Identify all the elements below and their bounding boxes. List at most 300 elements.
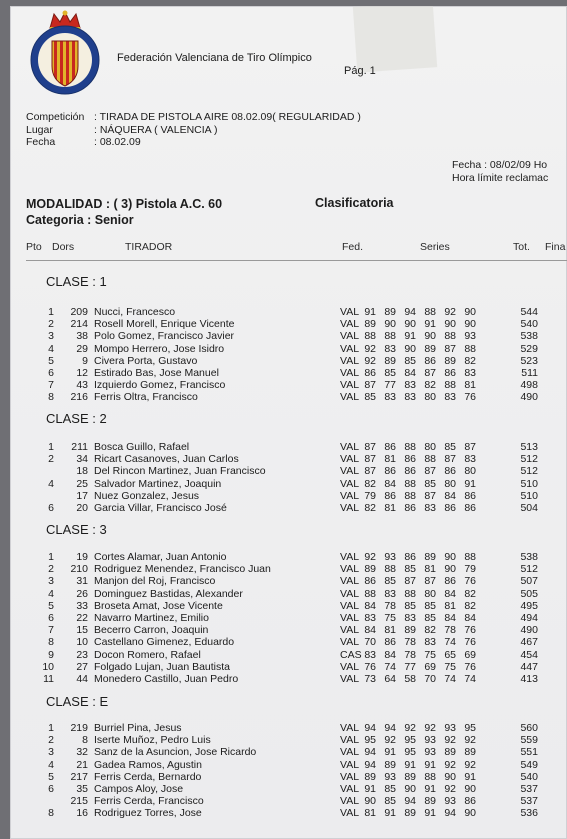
table-row bbox=[26, 624, 566, 636]
row-series-score: 78 bbox=[384, 599, 396, 612]
row-series-score: 90 bbox=[364, 795, 376, 808]
row-total: 537 bbox=[520, 783, 538, 795]
table-row bbox=[26, 636, 566, 648]
row-federation: VAL bbox=[340, 783, 360, 795]
col-fed: Fed. bbox=[342, 241, 364, 253]
row-federation: VAL bbox=[340, 477, 360, 490]
row-series-score: 91 bbox=[404, 758, 416, 771]
row-series-score: 90 bbox=[444, 551, 456, 563]
row-series-score: 83 bbox=[364, 612, 376, 624]
row-series-score: 87 bbox=[424, 489, 436, 502]
row-series-score: 88 bbox=[424, 770, 436, 783]
row-position: 6 bbox=[48, 502, 54, 514]
row-series-score: 78 bbox=[404, 636, 416, 649]
row-series-score: 93 bbox=[464, 330, 476, 343]
row-position: 7 bbox=[48, 624, 54, 637]
row-series-score: 88 bbox=[404, 477, 416, 490]
row-series-score: 95 bbox=[404, 746, 416, 759]
row-federation: VAL bbox=[340, 624, 360, 637]
row-shooter: Rosell Morell, Enrique Vicente bbox=[94, 318, 235, 331]
row-position: 11 bbox=[43, 673, 54, 685]
row-series-score: 86 bbox=[444, 575, 456, 588]
row-series-score: 74 bbox=[444, 636, 456, 649]
row-series-score: 91 bbox=[424, 318, 436, 331]
row-federation: VAL bbox=[340, 489, 360, 502]
row-series-score: 91 bbox=[424, 758, 436, 771]
row-series-score: 87 bbox=[364, 453, 376, 466]
row-series-score: 90 bbox=[404, 318, 416, 331]
row-bib: 26 bbox=[76, 587, 88, 600]
row-total: 447 bbox=[520, 660, 538, 673]
row-federation: VAL bbox=[340, 673, 360, 685]
row-series-score: 86 bbox=[444, 367, 456, 379]
row-shooter: Polo Gomez, Francisco Javier bbox=[94, 330, 235, 343]
row-series-score: 87 bbox=[444, 342, 456, 355]
row-series-score: 83 bbox=[384, 391, 396, 404]
row-shooter: Nuez Gonzalez, Jesus bbox=[94, 489, 200, 502]
row-total: 504 bbox=[520, 502, 538, 514]
row-shooter: Docon Romero, Rafael bbox=[94, 648, 201, 661]
row-series-score: 94 bbox=[444, 807, 456, 820]
table-row bbox=[26, 661, 566, 673]
row-series-score: 88 bbox=[464, 342, 476, 355]
row-series-score: 77 bbox=[384, 379, 396, 392]
row-bib: 44 bbox=[76, 673, 88, 685]
table-row bbox=[26, 478, 566, 490]
row-series-score: 84 bbox=[384, 648, 396, 661]
row-series-score: 88 bbox=[384, 330, 396, 343]
row-federation: VAL bbox=[340, 807, 360, 820]
row-series-score: 83 bbox=[464, 453, 476, 466]
row-bib: 10 bbox=[76, 636, 88, 649]
row-series-score: 93 bbox=[424, 746, 436, 759]
table-row bbox=[26, 453, 566, 465]
col-final: Fina bbox=[545, 241, 566, 253]
row-series-score: 83 bbox=[384, 342, 396, 355]
row-bib: 35 bbox=[76, 783, 88, 795]
table-row bbox=[26, 306, 566, 318]
row-series-score: 89 bbox=[384, 306, 396, 318]
row-series-score: 81 bbox=[464, 379, 476, 392]
row-series-score: 89 bbox=[364, 770, 376, 783]
row-series-score: 86 bbox=[464, 489, 476, 502]
row-shooter: Monedero Castillo, Juan Pedro bbox=[94, 673, 239, 685]
row-bib: 219 bbox=[70, 722, 88, 734]
row-total: 537 bbox=[520, 795, 538, 808]
row-series-score: 92 bbox=[384, 734, 396, 747]
row-series-score: 95 bbox=[404, 734, 416, 747]
row-position: 3 bbox=[48, 746, 54, 759]
row-total: 510 bbox=[520, 489, 538, 502]
row-shooter: Civera Porta, Gustavo bbox=[94, 354, 198, 367]
row-position: 9 bbox=[48, 648, 54, 661]
row-series-score: 76 bbox=[464, 624, 476, 637]
row-position: 5 bbox=[48, 354, 54, 367]
row-total: 523 bbox=[520, 354, 538, 367]
table-row bbox=[26, 795, 566, 807]
row-series-score: 86 bbox=[404, 453, 416, 466]
modality-block bbox=[26, 196, 222, 228]
category: Categoria : Senior bbox=[26, 213, 134, 227]
row-federation: VAL bbox=[340, 453, 360, 466]
row-series-score: 86 bbox=[384, 489, 396, 502]
row-shooter: Ferris Cerda, Bernardo bbox=[94, 770, 202, 783]
col-pto: Pto bbox=[26, 241, 42, 253]
row-series-score: 82 bbox=[424, 379, 436, 392]
row-bib: 31 bbox=[76, 575, 88, 588]
table-row bbox=[26, 318, 566, 330]
row-series-score: 86 bbox=[404, 465, 416, 478]
row-series-score: 83 bbox=[384, 587, 396, 600]
row-total: 512 bbox=[520, 563, 538, 576]
row-series-score: 93 bbox=[384, 770, 396, 783]
row-shooter: Ferris Cerda, Francisco bbox=[94, 795, 204, 808]
table-row bbox=[26, 379, 566, 391]
row-federation: VAL bbox=[340, 342, 360, 355]
col-tirador: TIRADOR bbox=[125, 241, 173, 253]
row-shooter: Broseta Amat, Jose Vicente bbox=[94, 599, 223, 612]
row-shooter: Sanz de la Asuncion, Jose Ricardo bbox=[94, 746, 257, 759]
row-bib: 209 bbox=[70, 306, 88, 318]
class-title: CLASE : 2 bbox=[46, 411, 107, 426]
place-label: Lugar bbox=[26, 124, 53, 136]
row-total: 498 bbox=[520, 379, 538, 392]
row-position: 1 bbox=[48, 722, 54, 734]
row-position: 1 bbox=[48, 441, 54, 453]
row-shooter: Castellano Gimenez, Eduardo bbox=[94, 636, 235, 649]
row-position: 4 bbox=[48, 587, 54, 600]
header-divider bbox=[26, 260, 567, 261]
row-series-score: 74 bbox=[384, 660, 396, 673]
row-shooter: Izquierdo Gomez, Francisco bbox=[94, 379, 226, 392]
row-series-score: 81 bbox=[424, 563, 436, 576]
row-series-score: 83 bbox=[464, 367, 476, 379]
row-series-score: 86 bbox=[424, 354, 436, 367]
row-series-score: 91 bbox=[424, 783, 436, 795]
row-series-score: 69 bbox=[464, 648, 476, 661]
row-bib: 217 bbox=[70, 770, 88, 783]
row-series-score: 92 bbox=[464, 758, 476, 771]
row-series-score: 86 bbox=[364, 367, 376, 379]
row-position: 4 bbox=[48, 342, 54, 355]
row-federation: VAL bbox=[340, 367, 360, 379]
row-position: 1 bbox=[48, 551, 54, 563]
row-series-score: 86 bbox=[404, 551, 416, 563]
row-shooter: Rodriguez Torres, Jose bbox=[94, 807, 202, 820]
row-federation: VAL bbox=[340, 330, 360, 343]
row-federation: VAL bbox=[340, 465, 360, 478]
row-shooter: Rodriguez Menendez, Francisco Juan bbox=[94, 563, 271, 576]
row-series-score: 76 bbox=[464, 636, 476, 649]
row-series-score: 74 bbox=[464, 673, 476, 685]
row-series-score: 85 bbox=[424, 612, 436, 624]
col-dors: Dors bbox=[52, 241, 75, 253]
table-row bbox=[26, 612, 566, 624]
row-series-score: 89 bbox=[424, 342, 436, 355]
row-series-score: 85 bbox=[384, 795, 396, 808]
row-federation: VAL bbox=[340, 612, 360, 624]
row-series-score: 74 bbox=[444, 673, 456, 685]
row-total: 413 bbox=[520, 673, 538, 685]
row-series-score: 89 bbox=[384, 758, 396, 771]
row-series-score: 90 bbox=[424, 330, 436, 343]
row-series-score: 82 bbox=[464, 354, 476, 367]
row-bib: 18 bbox=[76, 465, 88, 478]
table-row bbox=[26, 771, 566, 783]
class-title: CLASE : E bbox=[46, 694, 109, 709]
row-series-score: 91 bbox=[464, 770, 476, 783]
row-series-score: 87 bbox=[404, 575, 416, 588]
row-series-score: 94 bbox=[364, 758, 376, 771]
row-series-score: 81 bbox=[384, 624, 396, 637]
row-series-score: 89 bbox=[444, 746, 456, 759]
row-series-score: 89 bbox=[464, 746, 476, 759]
table-row bbox=[26, 783, 566, 795]
row-series-score: 85 bbox=[424, 477, 436, 490]
row-series-score: 82 bbox=[424, 624, 436, 637]
row-bib: 23 bbox=[76, 648, 88, 661]
row-series-score: 87 bbox=[444, 453, 456, 466]
table-row bbox=[26, 722, 566, 734]
table-row bbox=[26, 502, 566, 514]
row-series-score: 90 bbox=[464, 807, 476, 820]
table-row bbox=[26, 563, 566, 575]
row-bib: 33 bbox=[76, 599, 88, 612]
row-total: 510 bbox=[520, 477, 538, 490]
row-series-score: 92 bbox=[444, 783, 456, 795]
row-bib: 16 bbox=[76, 807, 88, 820]
row-series-score: 87 bbox=[364, 379, 376, 392]
row-series-score: 81 bbox=[444, 599, 456, 612]
row-series-score: 75 bbox=[444, 660, 456, 673]
row-series-score: 87 bbox=[424, 575, 436, 588]
class-title: CLASE : 1 bbox=[46, 274, 107, 289]
row-series-score: 94 bbox=[364, 746, 376, 759]
row-bib: 25 bbox=[76, 477, 88, 490]
row-series-score: 91 bbox=[364, 783, 376, 795]
row-bib: 17 bbox=[76, 489, 88, 502]
row-total: 544 bbox=[520, 306, 538, 318]
row-series-score: 89 bbox=[424, 795, 436, 808]
row-series-score: 94 bbox=[364, 722, 376, 734]
row-shooter: Manjon del Roj, Francisco bbox=[94, 575, 216, 588]
row-series-score: 90 bbox=[464, 783, 476, 795]
table-row bbox=[26, 367, 566, 379]
row-shooter: Navarro Martinez, Emilio bbox=[94, 612, 209, 624]
row-series-score: 91 bbox=[364, 306, 376, 318]
row-total: 454 bbox=[520, 648, 538, 661]
row-federation: VAL bbox=[340, 391, 360, 404]
row-series-score: 84 bbox=[404, 367, 416, 379]
row-position: 6 bbox=[48, 783, 54, 795]
row-federation: VAL bbox=[340, 502, 360, 514]
row-federation: VAL bbox=[340, 318, 360, 331]
row-series-score: 85 bbox=[384, 783, 396, 795]
place-line bbox=[26, 124, 218, 136]
row-series-score: 94 bbox=[404, 306, 416, 318]
row-total: 507 bbox=[520, 575, 538, 588]
row-series-score: 85 bbox=[384, 575, 396, 588]
row-series-score: 69 bbox=[424, 660, 436, 673]
row-total: 551 bbox=[520, 746, 538, 759]
row-bib: 216 bbox=[70, 391, 88, 404]
row-series-score: 83 bbox=[424, 502, 436, 514]
row-total: 505 bbox=[520, 587, 538, 600]
row-shooter: Estirado Bas, Jose Manuel bbox=[94, 367, 219, 379]
row-total: 538 bbox=[520, 330, 538, 343]
row-series-score: 85 bbox=[444, 441, 456, 453]
row-shooter: Del Rincon Martinez, Juan Francisco bbox=[94, 465, 266, 478]
row-series-score: 88 bbox=[364, 587, 376, 600]
row-shooter: Mompo Herrero, Jose Isidro bbox=[94, 342, 225, 355]
row-position: 8 bbox=[48, 636, 54, 649]
row-total: 538 bbox=[520, 551, 538, 563]
tape-strip bbox=[353, 6, 437, 73]
row-series-score: 89 bbox=[364, 318, 376, 331]
row-federation: CAS bbox=[340, 648, 362, 661]
row-position: 5 bbox=[48, 599, 54, 612]
table-row bbox=[26, 734, 566, 746]
row-federation: VAL bbox=[340, 758, 360, 771]
row-series-score: 82 bbox=[364, 477, 376, 490]
row-shooter: Iserte Muñoz, Pedro Luis bbox=[94, 734, 211, 747]
row-total: 559 bbox=[520, 734, 538, 747]
row-bib: 12 bbox=[76, 367, 88, 379]
row-series-score: 94 bbox=[384, 722, 396, 734]
row-total: 494 bbox=[520, 612, 538, 624]
row-position: 5 bbox=[48, 770, 54, 783]
right-date-block bbox=[452, 159, 548, 185]
row-federation: VAL bbox=[340, 575, 360, 588]
row-series-score: 89 bbox=[404, 770, 416, 783]
row-shooter: Burriel Pina, Jesus bbox=[94, 722, 182, 734]
row-total: 490 bbox=[520, 624, 538, 637]
row-series-score: 93 bbox=[384, 551, 396, 563]
row-series-score: 84 bbox=[464, 612, 476, 624]
row-series-score: 83 bbox=[404, 612, 416, 624]
class-title: CLASE : 3 bbox=[46, 522, 107, 537]
row-series-score: 70 bbox=[424, 673, 436, 685]
row-shooter: Campos Aloy, Jose bbox=[94, 783, 184, 795]
row-series-score: 76 bbox=[464, 660, 476, 673]
row-bib: 9 bbox=[82, 354, 88, 367]
row-total: 560 bbox=[520, 722, 538, 734]
table-row bbox=[26, 330, 566, 342]
row-series-score: 85 bbox=[384, 367, 396, 379]
row-series-score: 88 bbox=[384, 563, 396, 576]
row-series-score: 87 bbox=[364, 441, 376, 453]
table-row bbox=[26, 575, 566, 587]
row-bib: 20 bbox=[76, 502, 88, 514]
row-federation: VAL bbox=[340, 660, 360, 673]
row-series-score: 82 bbox=[364, 502, 376, 514]
row-position: 7 bbox=[48, 379, 54, 392]
row-series-score: 88 bbox=[464, 551, 476, 563]
table-row bbox=[26, 807, 566, 819]
row-bib: 214 bbox=[70, 318, 88, 331]
row-total: 467 bbox=[520, 636, 538, 649]
row-federation: VAL bbox=[340, 599, 360, 612]
row-series-score: 89 bbox=[444, 354, 456, 367]
row-bib: 8 bbox=[82, 734, 88, 747]
row-position: 8 bbox=[48, 391, 54, 404]
row-position: 2 bbox=[48, 453, 54, 466]
federation-logo bbox=[26, 8, 104, 96]
row-series-score: 94 bbox=[404, 795, 416, 808]
federation-name: Federación Valenciana de Tiro Olímpico bbox=[117, 52, 312, 64]
row-position: 2 bbox=[48, 563, 54, 576]
row-position: 3 bbox=[48, 330, 54, 343]
row-series-score: 92 bbox=[364, 342, 376, 355]
row-series-score: 83 bbox=[364, 648, 376, 661]
row-total: 490 bbox=[520, 391, 538, 404]
row-bib: 27 bbox=[76, 660, 88, 673]
table-row bbox=[26, 490, 566, 502]
table-row bbox=[26, 551, 566, 563]
row-series-score: 84 bbox=[444, 587, 456, 600]
row-shooter: Cortes Alamar, Juan Antonio bbox=[94, 551, 227, 563]
row-series-score: 90 bbox=[464, 318, 476, 331]
row-bib: 15 bbox=[76, 624, 88, 637]
row-shooter: Ricart Casanoves, Juan Carlos bbox=[94, 453, 239, 466]
row-bib: 210 bbox=[70, 563, 88, 576]
table-row bbox=[26, 465, 566, 477]
table-row bbox=[26, 673, 566, 685]
row-series-score: 90 bbox=[404, 783, 416, 795]
table-row bbox=[26, 391, 566, 403]
time-limit: Hora límite reclamac bbox=[452, 172, 549, 184]
row-bib: 19 bbox=[76, 551, 88, 563]
date-line bbox=[26, 136, 141, 148]
row-series-score: 95 bbox=[464, 722, 476, 734]
row-series-score: 86 bbox=[444, 502, 456, 514]
row-series-score: 88 bbox=[424, 306, 436, 318]
row-bib: 22 bbox=[76, 612, 88, 624]
row-series-score: 86 bbox=[464, 502, 476, 514]
row-series-score: 89 bbox=[364, 563, 376, 576]
row-series-score: 86 bbox=[404, 502, 416, 514]
row-bib: 38 bbox=[76, 330, 88, 343]
row-federation: VAL bbox=[340, 746, 360, 759]
row-series-score: 79 bbox=[464, 563, 476, 576]
table-row bbox=[26, 649, 566, 661]
row-federation: VAL bbox=[340, 551, 360, 563]
row-series-score: 64 bbox=[384, 673, 396, 685]
row-series-score: 82 bbox=[464, 599, 476, 612]
row-shooter: Garcia Villar, Francisco José bbox=[94, 502, 227, 514]
row-series-score: 80 bbox=[424, 441, 436, 453]
row-series-score: 83 bbox=[444, 391, 456, 404]
table-row bbox=[26, 588, 566, 600]
row-series-score: 90 bbox=[404, 342, 416, 355]
row-position: 4 bbox=[48, 477, 54, 490]
row-series-score: 93 bbox=[444, 722, 456, 734]
row-series-score: 88 bbox=[444, 330, 456, 343]
row-federation: VAL bbox=[340, 441, 360, 453]
row-bib: 29 bbox=[76, 342, 88, 355]
row-shooter: Dominguez Bastidas, Alexander bbox=[94, 587, 243, 600]
row-series-score: 90 bbox=[384, 318, 396, 331]
row-series-score: 83 bbox=[404, 391, 416, 404]
row-bib: 34 bbox=[76, 453, 88, 466]
row-series-score: 91 bbox=[384, 807, 396, 820]
row-series-score: 90 bbox=[464, 306, 476, 318]
row-series-score: 84 bbox=[364, 624, 376, 637]
row-federation: VAL bbox=[340, 563, 360, 576]
row-series-score: 65 bbox=[444, 648, 456, 661]
row-series-score: 76 bbox=[464, 391, 476, 404]
row-position: 1 bbox=[48, 306, 54, 318]
